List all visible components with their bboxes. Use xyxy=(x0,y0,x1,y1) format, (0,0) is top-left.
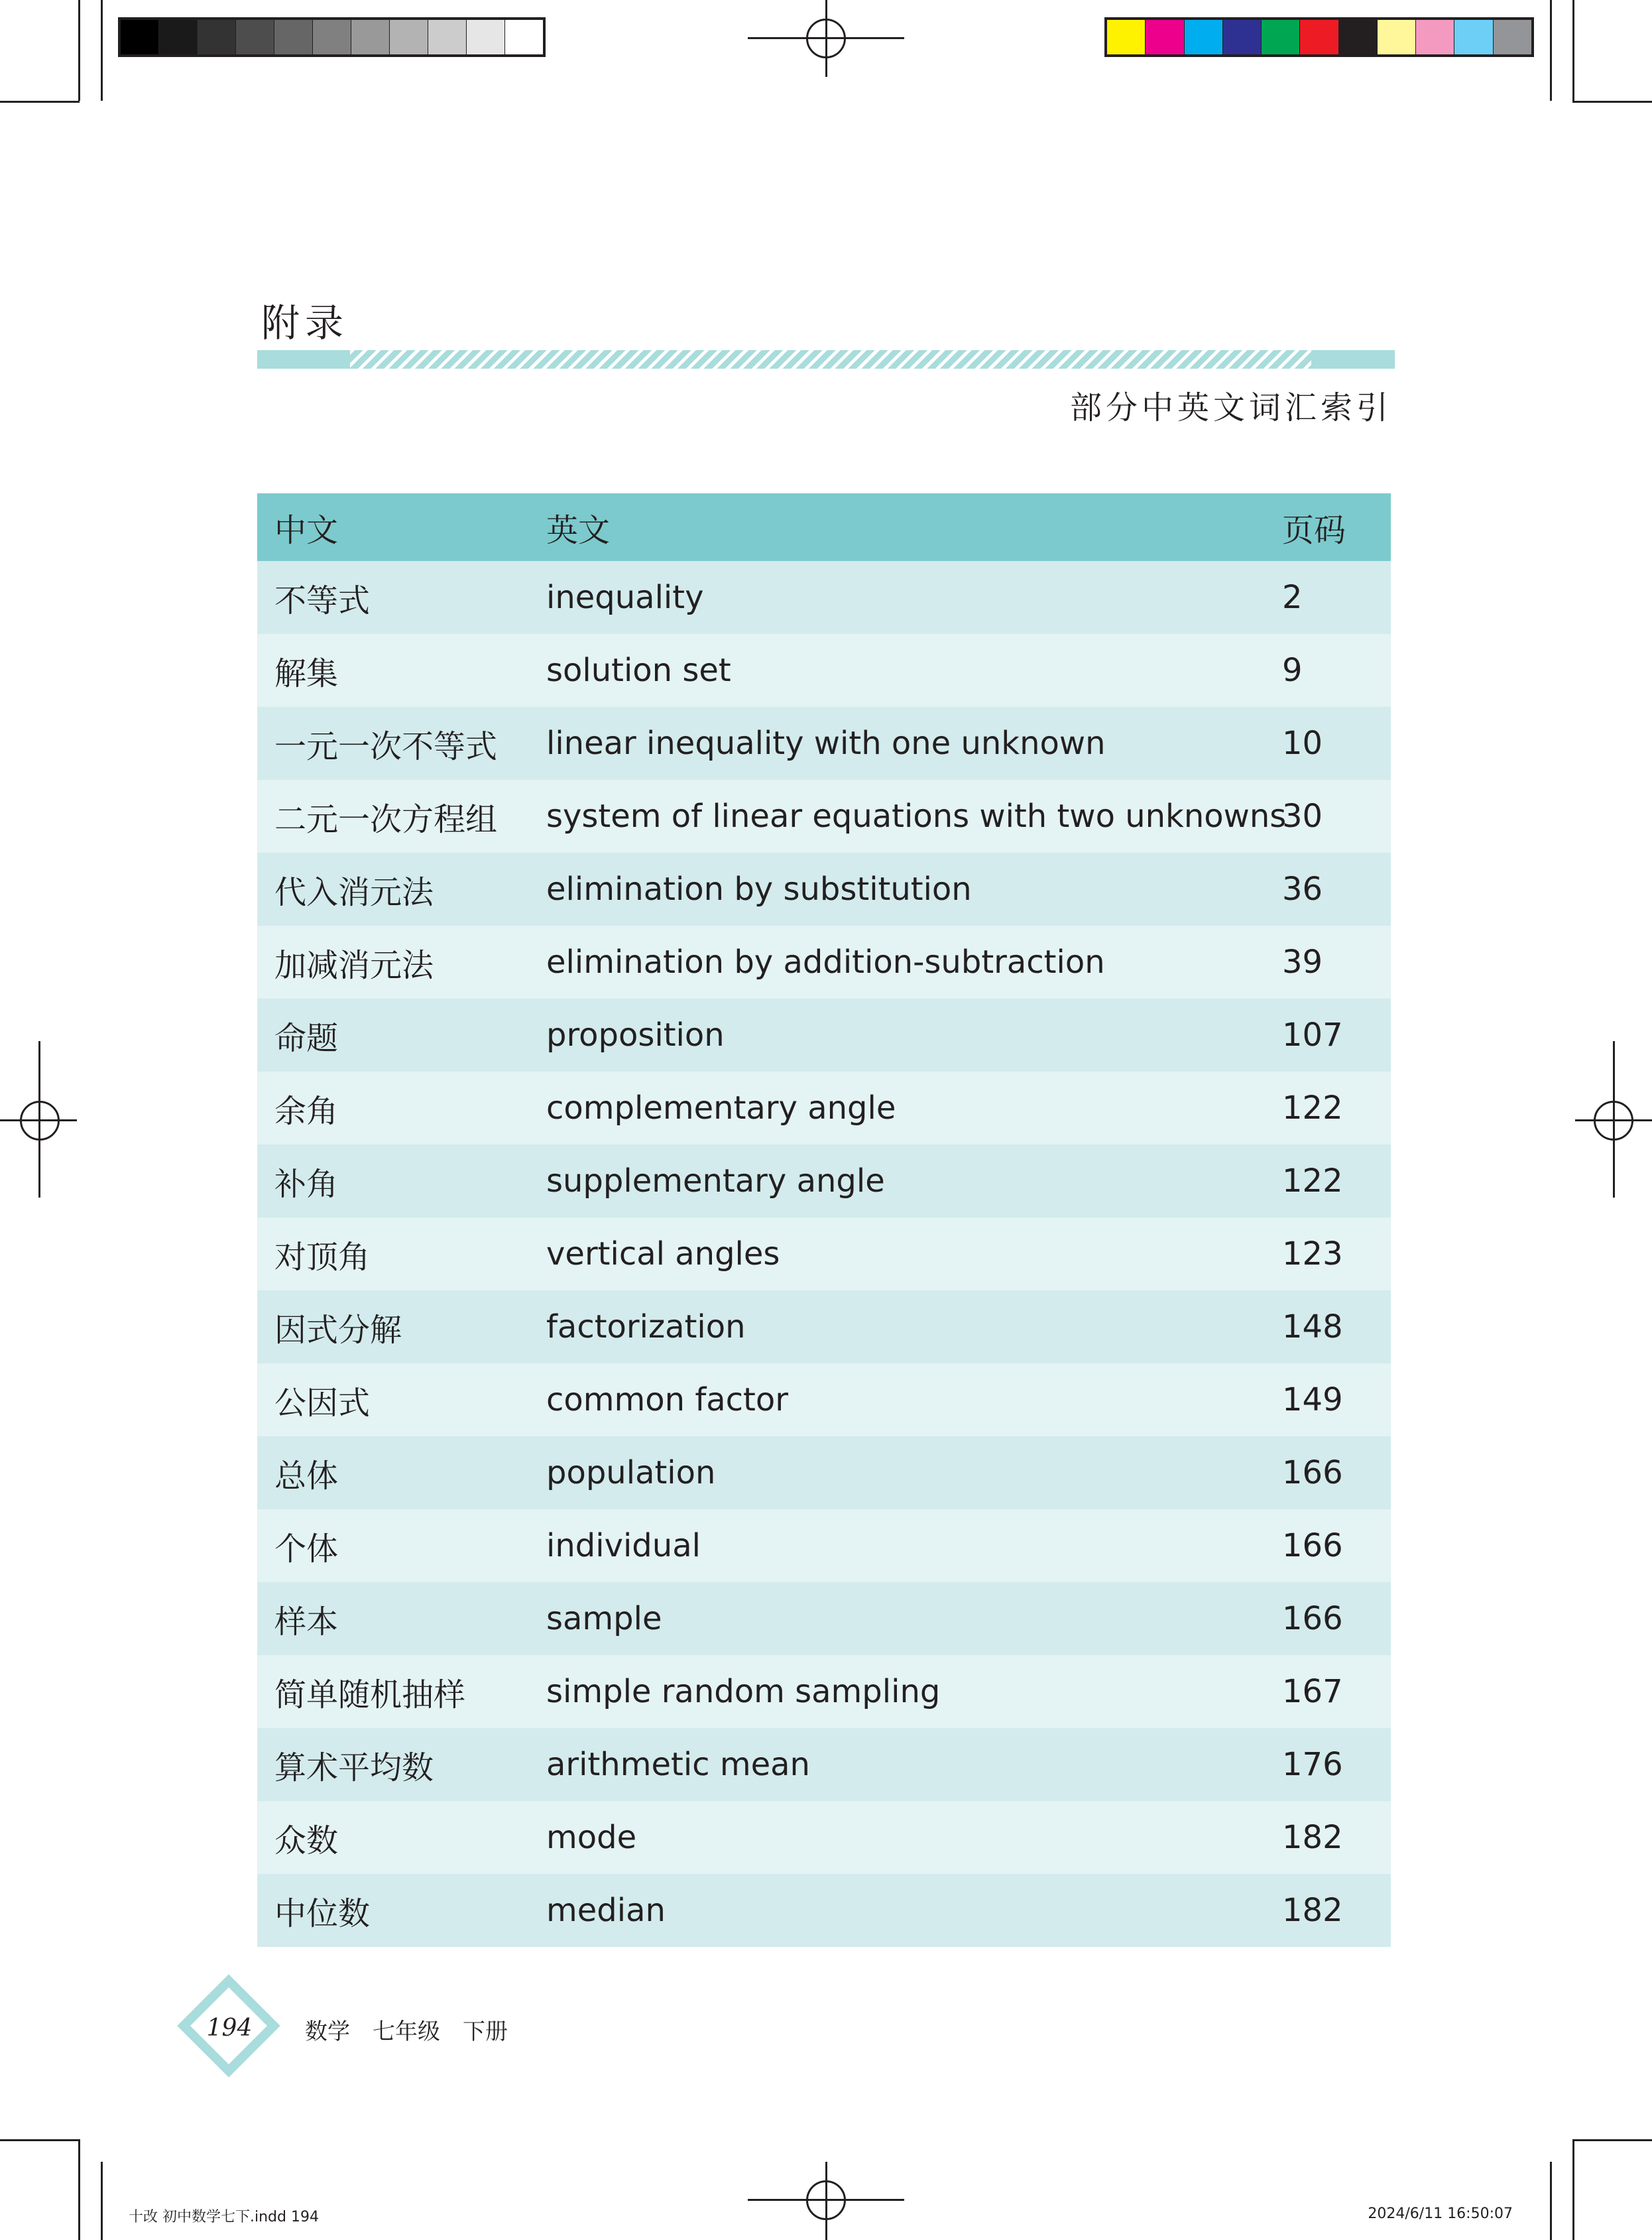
page-ref: 167 xyxy=(1282,1673,1343,1710)
page-ref: 30 xyxy=(1282,798,1323,835)
page-ref: 182 xyxy=(1282,1892,1343,1929)
chinese-term: 简单随机抽样 xyxy=(274,1676,466,1713)
color-swatch xyxy=(1262,20,1300,54)
page-ref: 36 xyxy=(1282,871,1323,908)
glossary-table xyxy=(257,493,1391,1947)
crop-mark xyxy=(0,101,80,103)
table-row xyxy=(257,1582,1391,1655)
english-term: vertical angles xyxy=(546,1235,780,1273)
english-term: mode xyxy=(546,1819,637,1856)
chinese-term: 命题 xyxy=(274,1019,339,1057)
color-swatch xyxy=(1378,20,1416,54)
color-swatch xyxy=(1454,20,1493,54)
english-term: proposition xyxy=(546,1017,725,1054)
page-ref: 149 xyxy=(1282,1381,1343,1418)
english-term: median xyxy=(546,1892,666,1929)
crop-mark xyxy=(78,0,80,101)
book-grade: 七年级 xyxy=(373,2019,440,2045)
table-row xyxy=(257,1436,1391,1509)
registration-mark xyxy=(20,1101,60,1141)
table-row xyxy=(257,999,1391,1072)
print-slug-date: 2024/6/11 16:50:07 xyxy=(1368,2206,1513,2222)
crop-mark xyxy=(78,2139,80,2240)
print-slug-file: 十改 初中数学七下.indd 194 xyxy=(129,2209,319,2225)
table-row xyxy=(257,1801,1391,1874)
crop-mark xyxy=(101,0,103,101)
color-swatch xyxy=(1416,20,1454,54)
color-swatch xyxy=(467,20,505,54)
table-row xyxy=(257,1072,1391,1145)
english-term: system of linear equations with two unknowns xyxy=(546,798,1287,835)
color-swatch xyxy=(313,20,351,54)
table-row xyxy=(257,926,1391,999)
registration-mark xyxy=(806,19,846,58)
crop-mark xyxy=(1550,2162,1552,2240)
chinese-term: 公因式 xyxy=(274,1384,371,1422)
color-swatch xyxy=(1339,20,1378,54)
crop-mark xyxy=(1572,0,1574,101)
color-swatch xyxy=(198,20,236,54)
table-row xyxy=(257,1290,1391,1363)
chinese-term: 余角 xyxy=(274,1092,339,1130)
english-term: linear inequality with one unknown xyxy=(546,725,1106,762)
column-header-english: 英文 xyxy=(546,511,611,549)
chinese-term: 样本 xyxy=(274,1603,339,1641)
english-term: individual xyxy=(546,1527,701,1564)
chinese-term: 对顶角 xyxy=(274,1238,371,1276)
english-term: solution set xyxy=(546,652,731,689)
process-color-bar xyxy=(1104,17,1534,57)
page-ref: 122 xyxy=(1282,1162,1343,1200)
chinese-term: 不等式 xyxy=(274,582,371,619)
column-header-chinese: 中文 xyxy=(274,511,339,549)
color-swatch xyxy=(1107,20,1146,54)
color-swatch xyxy=(1300,20,1338,54)
page-ref: 148 xyxy=(1282,1308,1343,1345)
appendix-title: 附录 xyxy=(261,300,349,345)
english-term: inequality xyxy=(546,579,704,616)
english-term: simple random sampling xyxy=(546,1673,941,1710)
color-swatch xyxy=(351,20,390,54)
table-body xyxy=(257,561,1391,1947)
color-swatch xyxy=(428,20,467,54)
english-term: elimination by addition-subtraction xyxy=(546,944,1105,981)
crop-mark xyxy=(0,2139,80,2141)
registration-mark xyxy=(806,2180,846,2220)
chinese-term: 一元一次不等式 xyxy=(274,727,498,765)
page-ref: 123 xyxy=(1282,1235,1343,1273)
page-ref: 166 xyxy=(1282,1454,1343,1491)
table-row xyxy=(257,1363,1391,1436)
table-row xyxy=(257,561,1391,634)
chinese-term: 众数 xyxy=(274,1822,339,1859)
color-swatch xyxy=(121,20,159,54)
title-rule-hatch xyxy=(350,350,1311,369)
page-ref: 9 xyxy=(1282,652,1303,689)
color-swatch xyxy=(1223,20,1262,54)
english-term: common factor xyxy=(546,1381,788,1418)
english-term: arithmetic mean xyxy=(546,1746,810,1783)
table-row xyxy=(257,1217,1391,1290)
crop-mark xyxy=(101,2162,103,2240)
chinese-term: 补角 xyxy=(274,1165,339,1203)
table-row xyxy=(257,1509,1391,1582)
table-row xyxy=(257,780,1391,853)
crop-mark xyxy=(1572,2139,1652,2141)
page-ref: 166 xyxy=(1282,1600,1343,1637)
book-subject: 数学 xyxy=(305,2019,350,2045)
page-ref: 2 xyxy=(1282,579,1303,616)
title-rule xyxy=(257,350,1395,369)
color-swatch xyxy=(1185,20,1223,54)
chinese-term: 个体 xyxy=(274,1530,339,1568)
table-row xyxy=(257,1145,1391,1217)
table-row xyxy=(257,853,1391,926)
registration-mark xyxy=(1594,1101,1633,1141)
color-swatch xyxy=(236,20,274,54)
color-swatch xyxy=(390,20,428,54)
section-subtitle: 部分中英文词汇索引 xyxy=(1069,389,1392,426)
color-swatch xyxy=(274,20,313,54)
english-term: sample xyxy=(546,1600,662,1637)
chinese-term: 代入消元法 xyxy=(274,873,434,911)
crop-mark xyxy=(1550,0,1552,101)
page-ref: 10 xyxy=(1282,725,1323,762)
crop-mark xyxy=(1572,2139,1574,2240)
page-ref: 107 xyxy=(1282,1017,1343,1054)
table-row xyxy=(257,1655,1391,1728)
table-row xyxy=(257,1874,1391,1947)
english-term: population xyxy=(546,1454,716,1491)
chinese-term: 解集 xyxy=(274,654,339,692)
page-ref: 182 xyxy=(1282,1819,1343,1856)
chinese-term: 总体 xyxy=(274,1457,339,1495)
book-volume: 下册 xyxy=(463,2019,508,2045)
color-swatch xyxy=(1494,20,1531,54)
english-term: complementary angle xyxy=(546,1089,896,1127)
color-swatch xyxy=(1146,20,1184,54)
page-number: 194 xyxy=(206,2015,253,2042)
chinese-term: 算术平均数 xyxy=(274,1749,434,1786)
table-row xyxy=(257,707,1391,780)
page-ref: 122 xyxy=(1282,1089,1343,1127)
page-ref: 166 xyxy=(1282,1527,1343,1564)
chinese-term: 加减消元法 xyxy=(274,946,434,984)
crop-mark xyxy=(1572,101,1652,103)
column-header-page: 页码 xyxy=(1282,511,1346,549)
table-header-row xyxy=(257,493,1391,561)
page-ref: 176 xyxy=(1282,1746,1343,1783)
english-term: supplementary angle xyxy=(546,1162,885,1200)
chinese-term: 二元一次方程组 xyxy=(274,800,498,838)
page-ref: 39 xyxy=(1282,944,1323,981)
chinese-term: 中位数 xyxy=(274,1895,371,1932)
english-term: factorization xyxy=(546,1308,746,1345)
color-swatch xyxy=(159,20,198,54)
table-row xyxy=(257,1728,1391,1801)
english-term: elimination by substitution xyxy=(546,871,972,908)
book-title xyxy=(305,2013,530,2046)
table-row xyxy=(257,634,1391,707)
gray-color-bar xyxy=(118,17,546,57)
chinese-term: 因式分解 xyxy=(274,1311,402,1349)
color-swatch xyxy=(505,20,543,54)
